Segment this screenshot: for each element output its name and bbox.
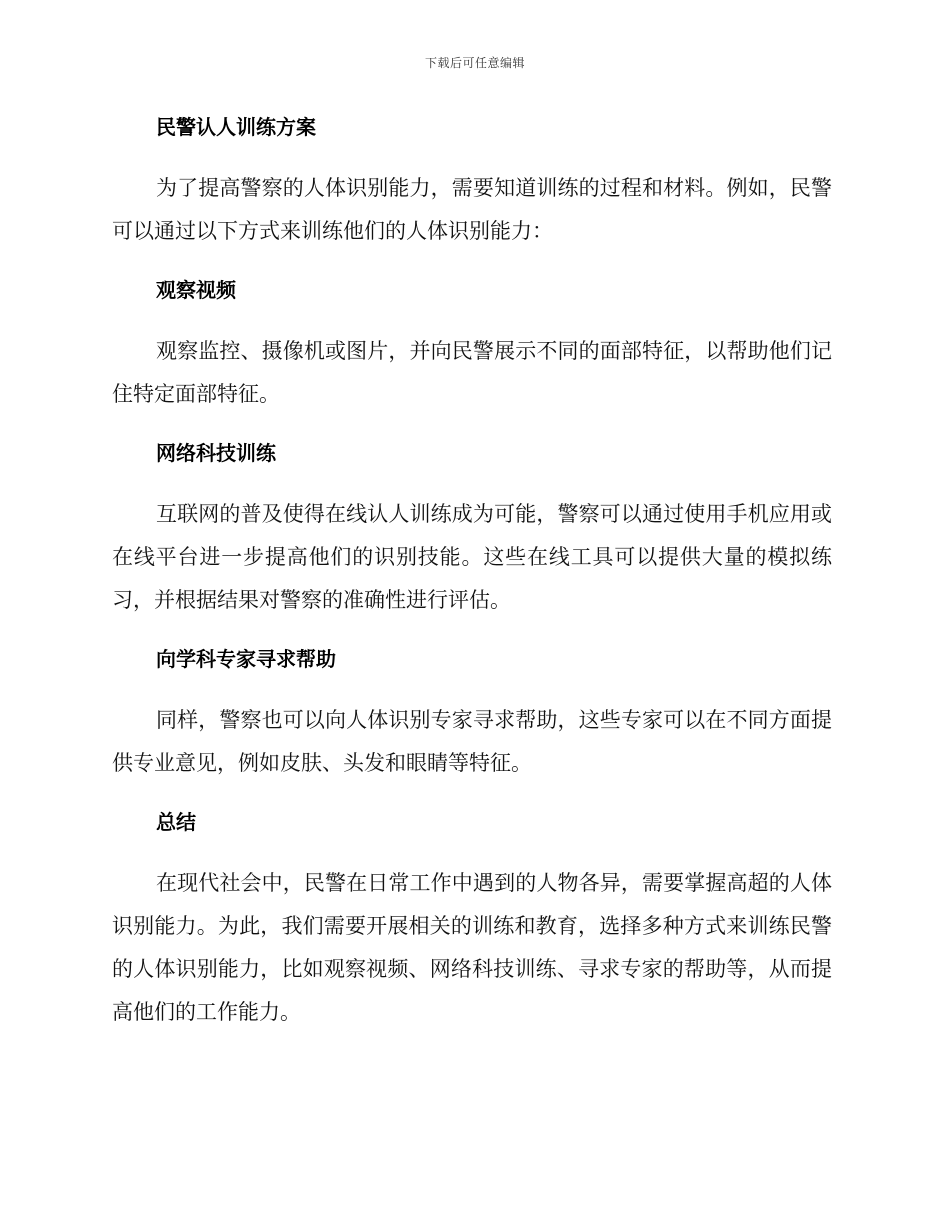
section-heading-observe-video: 观察视频 (156, 278, 236, 302)
section-body-expert-help: 同样，警察也可以向人体识别专家寻求帮助，这些专家可以在不同方面提供专业意见，例如皮肤、头发和眼睛等特征。 (112, 708, 832, 775)
page-header: 下载后可任意编辑 (424, 56, 525, 70)
section-body-summary: 在现代社会中，民警在日常工作中遇到的人物各异，需要掌握高超的人体识别能力。为此，我们需要开展相关的训练和教育，选择多种方式来训练民警的人体识别能力，比如观察视频、网络科技训练、寻求专家的帮助等，从而提高他们的工作能力。 (112, 871, 832, 1024)
section-body-online-training: 互联网的普及使得在线认人训练成为可能，警察可以通过使用手机应用或在线平台进一步提高他们的识别技能。这些在线工具可以提供大量的模拟练习，并根据结果对警察的准确性进行评估。 (112, 502, 832, 612)
document-body (112, 112, 832, 1034)
section-body-observe-video: 观察监控、摄像机或图片，并向民警展示不同的面部特征，以帮助他们记住特定面部特征。 (112, 339, 832, 406)
section-heading-summary: 总结 (156, 810, 196, 834)
section-heading-expert-help: 向学科专家寻求帮助 (156, 647, 336, 671)
document-title: 民警认人训练方案 (156, 115, 316, 139)
section-heading-online-training: 网络科技训练 (156, 441, 276, 465)
intro-paragraph: 为了提高警察的人体识别能力，需要知道训练的过程和材料。例如，民警可以通过以下方式来训练他们的人体识别能力： (112, 176, 832, 243)
